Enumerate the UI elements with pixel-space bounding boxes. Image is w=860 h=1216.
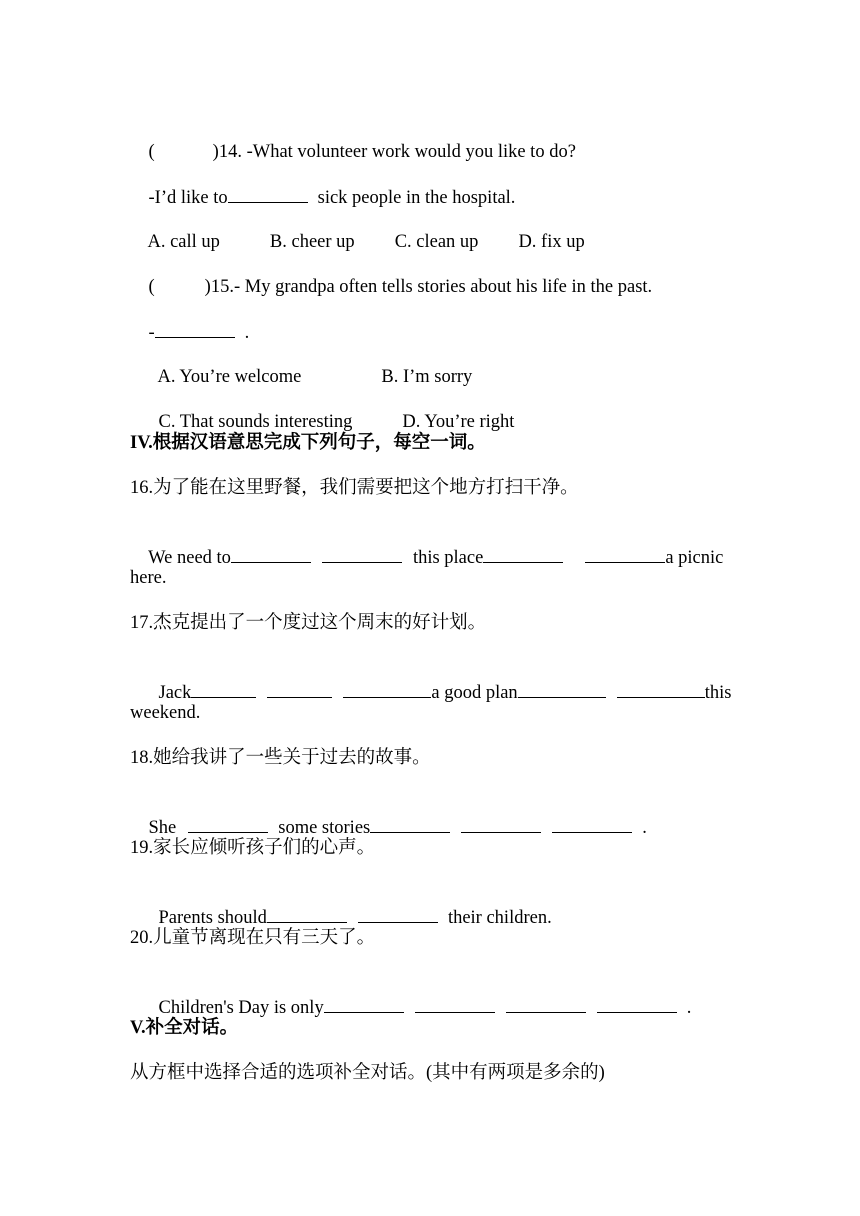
section-5-instruction: 从方框中选择合适的选项补全对话。(其中有两项是多余的): [130, 1063, 605, 1083]
q16-part2: this place: [412, 548, 484, 568]
q16-chinese: 16.为了能在这里野餐，我们需要把这个地方打扫干净。: [130, 478, 579, 498]
q14-option-d: D. fix up: [518, 232, 585, 252]
q14-answer-suffix: sick people in the hospital.: [317, 188, 516, 208]
q17-part2: a good plan: [431, 683, 518, 703]
answer-blank[interactable]: [506, 995, 586, 1013]
answer-blank[interactable]: [322, 545, 402, 563]
q15-option-a: A. You’re welcome: [157, 367, 302, 387]
answer-blank[interactable]: [343, 680, 431, 698]
answer-blank[interactable]: [228, 185, 308, 203]
answer-blank[interactable]: [191, 680, 256, 698]
answer-blank[interactable]: [518, 680, 606, 698]
q16-part1: We need to: [148, 548, 231, 568]
q19-part2: their children.: [447, 908, 552, 928]
q17-chinese: 17.杰克提出了一个度过这个周末的好计划。: [130, 613, 487, 633]
q14-paren-open: (: [148, 142, 155, 162]
answer-blank[interactable]: [358, 905, 438, 923]
section-4-heading: IV.根据汉语意思完成下列句子，每空一词。: [130, 433, 486, 453]
answer-blank[interactable]: [324, 995, 404, 1013]
q19-chinese: 19.家长应倾听孩子们的心声。: [130, 838, 376, 858]
q18-chinese: 18.她给我讲了一些关于过去的故事。: [130, 748, 431, 768]
q17-part1: Jack: [158, 683, 192, 703]
q17-part3: this: [704, 683, 732, 703]
answer-blank[interactable]: [370, 815, 450, 833]
q14-option-c: C. clean up: [394, 232, 479, 252]
answer-blank[interactable]: [188, 815, 268, 833]
q14-answer-prefix: -I’d like to: [148, 188, 228, 208]
q15-stem: )15.- My grandpa often tells stories about his life in the past.: [204, 277, 653, 297]
q20-part2: .: [686, 998, 692, 1018]
q20-chinese: 20.儿童节离现在只有三天了。: [130, 928, 376, 948]
section-5-heading: V.补全对话。: [130, 1018, 239, 1038]
q15-option-c: C. That sounds interesting: [158, 412, 353, 432]
q18-part1: She: [148, 818, 177, 838]
answer-blank[interactable]: [597, 995, 677, 1013]
q17-line2: weekend.: [130, 703, 201, 723]
q16-english-line: [130, 521, 723, 594]
q16-line2: here.: [130, 568, 167, 588]
q19-part1: Parents should: [158, 908, 267, 928]
q14-option-a: A. call up: [147, 232, 220, 252]
answer-blank[interactable]: [483, 545, 563, 563]
answer-blank[interactable]: [267, 680, 332, 698]
q15-option-b: B. I’m sorry: [381, 367, 473, 387]
q15-paren-open: (: [148, 277, 155, 297]
answer-blank[interactable]: [415, 995, 495, 1013]
answer-blank[interactable]: [617, 680, 705, 698]
q18-part2: some stories: [278, 818, 371, 838]
q16-part3: a picnic: [665, 548, 724, 568]
q18-part3: .: [642, 818, 647, 838]
answer-blank[interactable]: [267, 905, 347, 923]
q14-option-b: B. cheer up: [269, 232, 355, 252]
answer-blank[interactable]: [552, 815, 632, 833]
answer-blank[interactable]: [461, 815, 541, 833]
q20-part1: Children's Day is only: [158, 998, 324, 1018]
answer-blank[interactable]: [585, 545, 665, 563]
answer-blank[interactable]: [155, 320, 235, 338]
q15-option-d: D. You’re right: [402, 412, 515, 432]
q14-stem: )14. -What volunteer work would you like to do?: [212, 142, 576, 162]
q17-english-line: [140, 656, 731, 729]
q15-answer-prefix: -: [148, 323, 155, 343]
q15-answer-suffix: .: [244, 323, 250, 343]
answer-blank[interactable]: [231, 545, 311, 563]
